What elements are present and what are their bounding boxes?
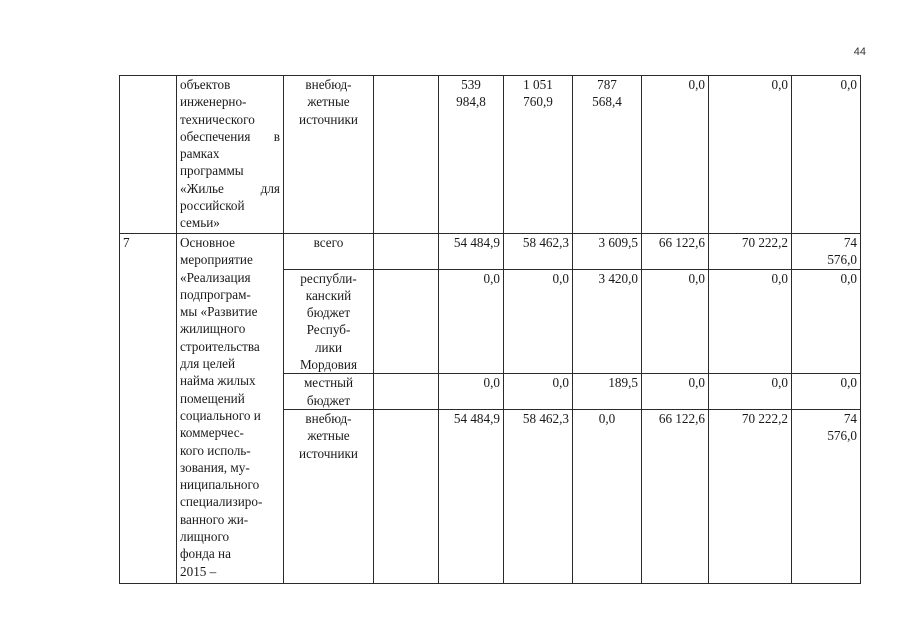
empty-cell (374, 374, 439, 410)
empty-cell (374, 76, 439, 234)
row-number-cell: 7 (120, 234, 177, 584)
value-cell: 0,0 (439, 374, 504, 410)
empty-cell (374, 269, 439, 374)
value-cell: 787 568,4 (573, 76, 642, 234)
value-cell: 539 984,8 (439, 76, 504, 234)
value-cell: 0,0 (642, 374, 709, 410)
value-cell: 1 051 760,9 (504, 76, 573, 234)
funding-source-cell: всего (284, 234, 374, 270)
value-cell: 3 420,0 (573, 269, 642, 374)
empty-cell (374, 234, 439, 270)
value-cell: 74 576,0 (792, 234, 861, 270)
funding-source-cell: местный бюджет (284, 374, 374, 410)
value-cell: 0,0 (792, 76, 861, 234)
value-cell: 0,0 (504, 374, 573, 410)
value-cell: 0,0 (792, 374, 861, 410)
value-cell: 54 484,9 (439, 409, 504, 583)
funding-source-cell: республи- канский бюджет Респуб- лики Мордовия (284, 269, 374, 374)
value-cell: 0,0 (439, 269, 504, 374)
value-cell: 0,0 (573, 409, 642, 583)
empty-cell (374, 409, 439, 583)
value-cell: 0,0 (642, 269, 709, 374)
value-cell: 0,0 (504, 269, 573, 374)
value-cell: 74 576,0 (792, 409, 861, 583)
value-cell: 66 122,6 (642, 234, 709, 270)
value-cell: 70 222,2 (709, 409, 792, 583)
funding-source-cell: внебюд- жетные источники (284, 409, 374, 583)
value-cell: 58 462,3 (504, 409, 573, 583)
value-cell: 0,0 (709, 76, 792, 234)
value-cell: 0,0 (642, 76, 709, 234)
funding-source-cell: внебюд- жетные источники (284, 76, 374, 234)
value-cell: 54 484,9 (439, 234, 504, 270)
value-cell: 3 609,5 (573, 234, 642, 270)
measure-name-cell: Основное мероприятие «Реализация подпрограм- мы «Развитие жилищного строительства для целей найма жилых помещений социального и коммерчес- кого исполь- зования, му- ниципального специализиро- ванного жи- лищного фонда на 2015 – (177, 234, 284, 584)
value-cell: 58 462,3 (504, 234, 573, 270)
value-cell: 66 122,6 (642, 409, 709, 583)
value-cell: 189,5 (573, 374, 642, 410)
budget-table (119, 75, 861, 584)
value-cell: 0,0 (709, 269, 792, 374)
table-row-continued (120, 76, 861, 234)
value-cell: 0,0 (709, 374, 792, 410)
row-number-cell (120, 76, 177, 234)
measure-name-cell: объектов инженерно- технического обеспечения в рамках программы «Жилье для российской семьи» (177, 76, 284, 234)
page-number: 44 (853, 46, 866, 58)
table-row-7-total (120, 234, 861, 270)
value-cell: 70 222,2 (709, 234, 792, 270)
value-cell: 0,0 (792, 269, 861, 374)
